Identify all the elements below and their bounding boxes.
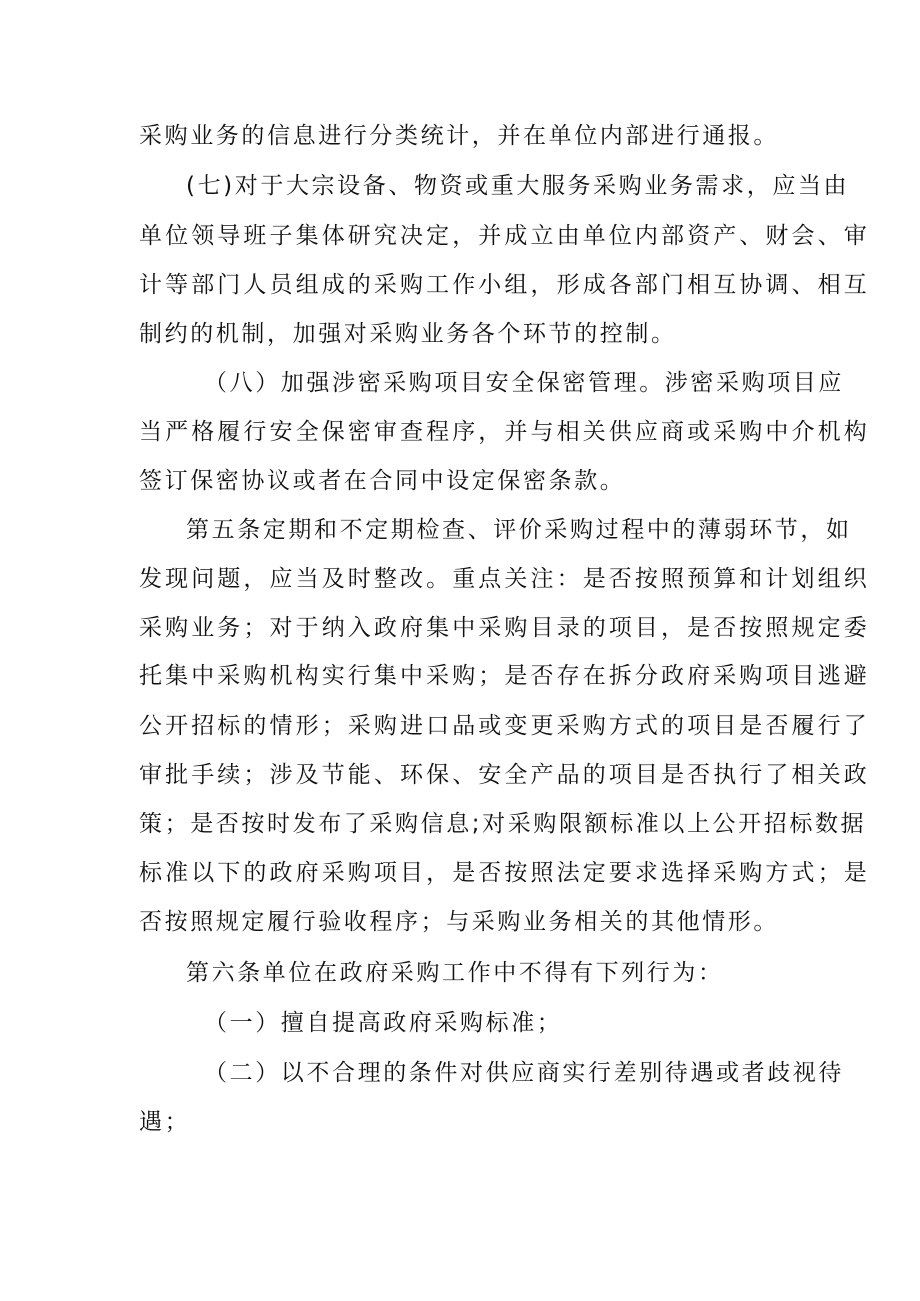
paragraph-line: 策；是否按时发布了采购信息;对采购限额标准以上公开招标数据 (139, 811, 867, 837)
paragraph-line: （一）擅自提高政府采购标准； (204, 1010, 563, 1036)
paragraph-line: 托集中采购机构实行集中采购；是否存在拆分政府采购项目逃避 (139, 663, 870, 689)
paragraph-line: 第五条定期和不定期检查、评价采购过程中的薄弱环节，如 (186, 517, 852, 543)
paragraph-line: 公开招标的情形；采购进口品或变更采购方式的项目是否履行了 (139, 713, 870, 739)
paragraph-line: 审批手续；涉及节能、环保、安全产品的项目是否执行了相关政 (139, 762, 870, 788)
paragraph-line: （二）以不合理的条件对供应商实行差别待遇或者歧视待 (204, 1060, 844, 1086)
paragraph-line: (七)对于大宗设备、物资或重大服务采购业务需求，应当由 (186, 173, 850, 199)
paragraph-line: 遇； (139, 1109, 191, 1135)
paragraph-line: 计等部门人员组成的采购工作小组，形成各部门相互协调、相互 (139, 272, 870, 298)
paragraph-line: 采购业务；对于纳入政府集中采购目录的项目，是否按照规定委 (139, 615, 870, 641)
paragraph-line: 否按照规定履行验收程序；与采购业务相关的其他情形。 (139, 909, 779, 935)
paragraph-line: 发现问题，应当及时整改。重点关注：是否按照预算和计划组织 (139, 566, 870, 592)
paragraph-line: 采购业务的信息进行分类统计，并在单位内部进行通报。 (139, 123, 779, 149)
paragraph-line: （八）加强涉密采购项目安全保密管理。涉密采购项目应 (204, 370, 844, 396)
paragraph-line: 单位领导班子集体研究决定，并成立由单位内部资产、财会、审 (139, 223, 870, 249)
paragraph-line: 签订保密协议或者在合同中设定保密条款。 (139, 468, 626, 494)
paragraph-line: 标准以下的政府采购项目，是否按照法定要求选择采购方式；是 (139, 860, 870, 886)
paragraph-line: 第六条单位在政府采购工作中不得有下列行为： (186, 960, 724, 986)
paragraph-line: 当严格履行安全保密审查程序，并与相关供应商或采购中介机构 (139, 419, 870, 445)
paragraph-line: 制约的机制，加强对采购业务各个环节的控制。 (139, 321, 677, 347)
